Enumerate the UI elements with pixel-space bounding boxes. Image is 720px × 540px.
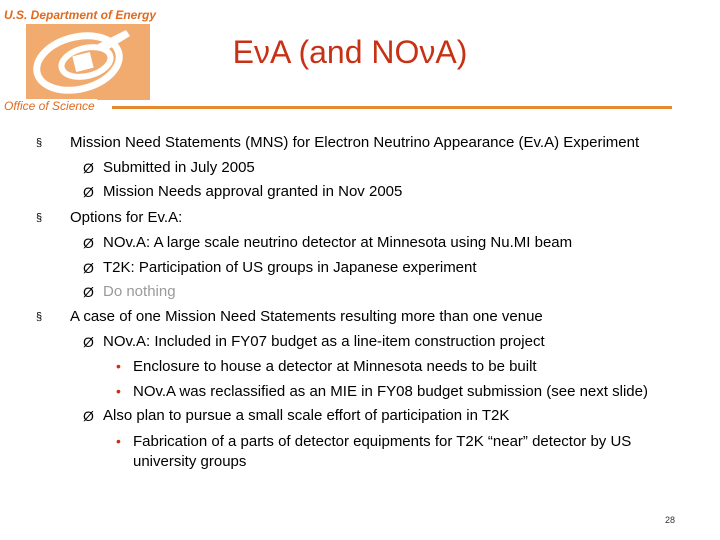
bullet-text: NOv.A: A large scale neutrino detector at Minnesota using Nu.MI beam xyxy=(103,234,573,251)
office-of-science-label: Office of Science xyxy=(4,99,95,113)
bullet-text: Fabrication of a parts of detector equipments for T2K “near” detector by US university groups xyxy=(133,433,632,470)
arrow-bullet-icon: Ø xyxy=(83,260,94,276)
arrow-bullet-icon: Ø xyxy=(83,160,94,176)
bullet-text: Do nothing xyxy=(103,283,176,300)
bullet-text: Mission Need Statements (MNS) for Electron Neutrino Appearance (Ev.A) Experiment xyxy=(70,134,640,151)
sub-sub-bullet-reclassified xyxy=(116,382,693,402)
dot-bullet-icon: • xyxy=(116,358,121,374)
dot-bullet-icon: • xyxy=(116,433,121,449)
bullet-text: Enclosure to house a detector at Minnesota needs to be built xyxy=(133,358,537,375)
arrow-bullet-icon: Ø xyxy=(83,284,94,300)
arrow-bullet-icon: Ø xyxy=(83,334,94,350)
bullet-text: T2K: Participation of US groups in Japanese experiment xyxy=(103,259,477,276)
bullet-marker: § xyxy=(36,311,43,323)
bullet-marker: § xyxy=(36,212,43,224)
sub-bullet-do-nothing xyxy=(83,282,703,302)
sub-bullet-t2k-effort xyxy=(83,406,703,426)
sub-bullet-nova xyxy=(83,233,703,253)
bullet-case xyxy=(36,307,700,327)
arrow-bullet-icon: Ø xyxy=(83,184,94,200)
bullet-text: Mission Needs approval granted in Nov 2005 xyxy=(103,183,403,200)
dot-bullet-icon: • xyxy=(116,383,121,399)
bullet-text: Also plan to pursue a small scale effort of participation in T2K xyxy=(103,407,510,424)
arrow-bullet-icon: Ø xyxy=(83,235,94,251)
sub-sub-bullet-enclosure xyxy=(116,357,693,377)
sub-bullet-approval xyxy=(83,182,703,202)
doe-label: U.S. Department of Energy xyxy=(4,8,157,22)
arrow-bullet-icon: Ø xyxy=(83,408,94,424)
bullet-text: NOv.A: Included in FY07 budget as a line-item construction project xyxy=(103,333,545,350)
bullet-options xyxy=(36,208,700,228)
bullet-text: Submitted in July 2005 xyxy=(103,159,255,176)
sub-bullet-t2k xyxy=(83,258,703,278)
sub-bullet-submitted xyxy=(83,158,703,178)
sub-sub-bullet-fabrication xyxy=(116,432,693,472)
page-number: 28 xyxy=(665,515,676,525)
bullet-text: NOv.A was reclassified as an MIE in FY08 budget submission (see next slide) xyxy=(133,383,648,400)
bullet-text: A case of one Mission Need Statements resulting more than one venue xyxy=(70,308,543,325)
bullet-text: Options for Ev.A: xyxy=(70,209,183,226)
slide-title: EνA (and NOνA) xyxy=(232,34,468,70)
bullet-mns xyxy=(36,133,700,153)
bullet-marker: § xyxy=(36,137,43,149)
sub-bullet-nova-budget xyxy=(83,332,703,352)
